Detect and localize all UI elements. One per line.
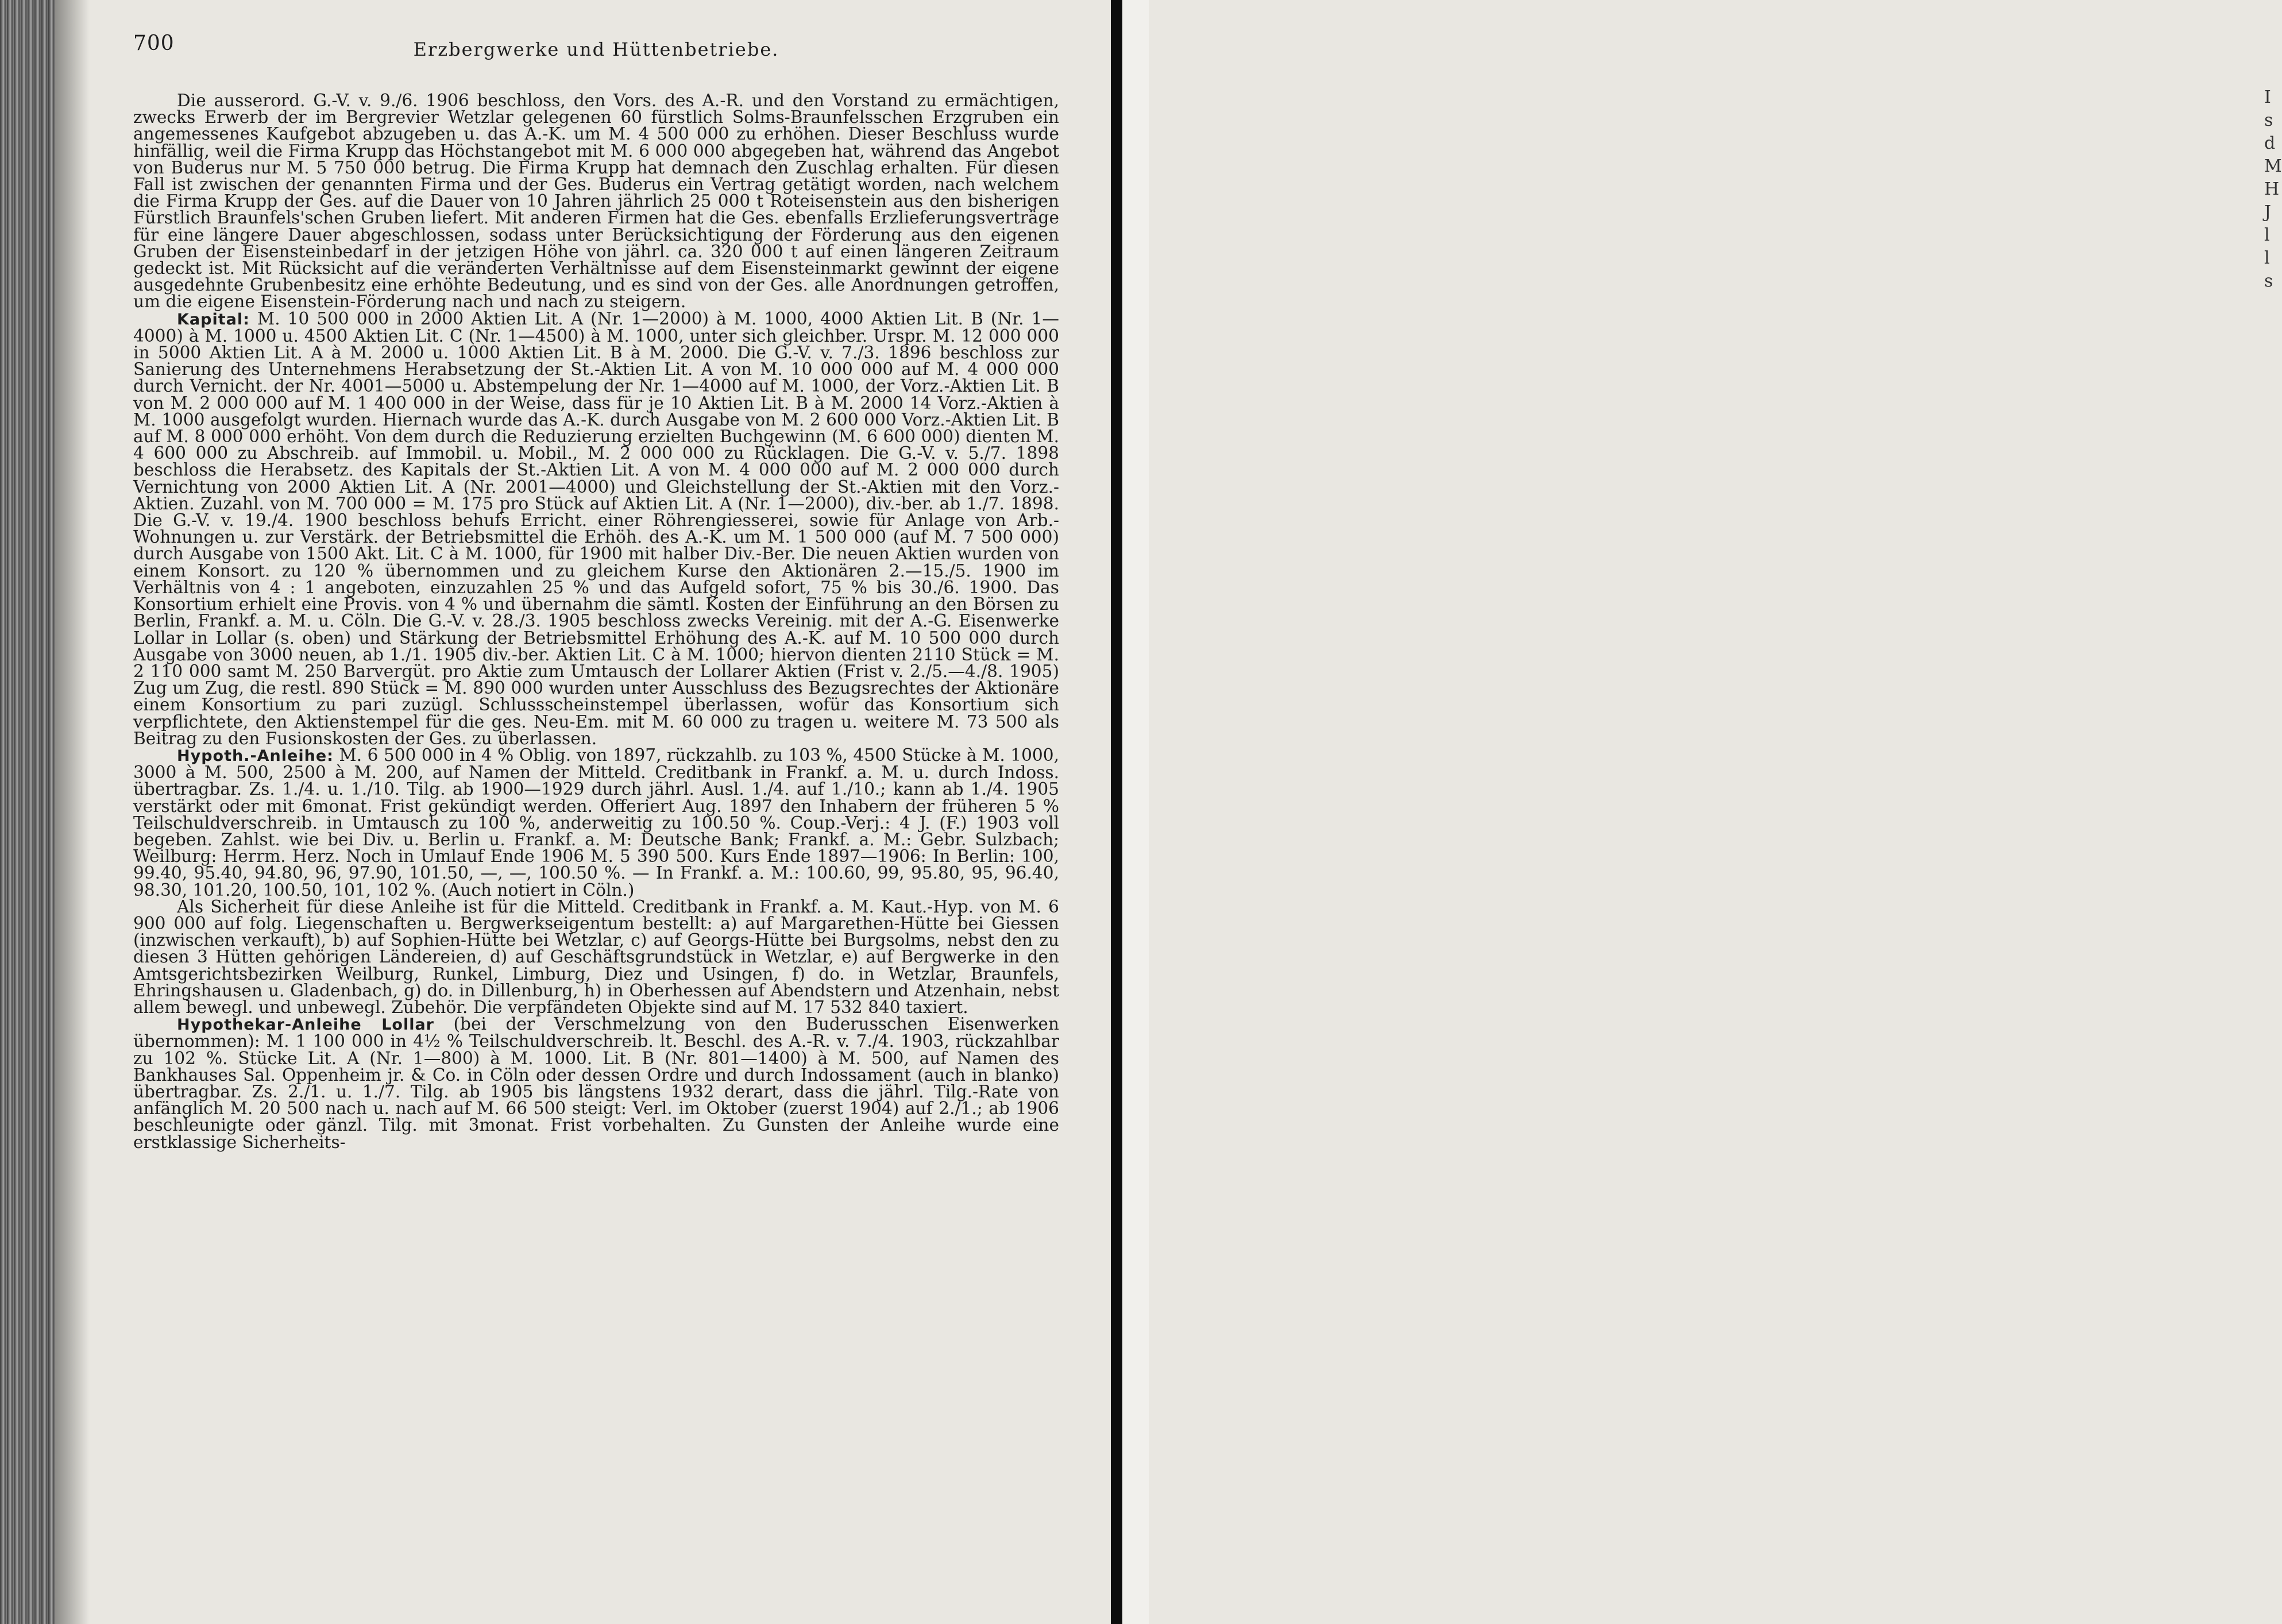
section-lead-anleihe-lollar: Hypothekar-Anleihe Lollar [177, 1016, 434, 1034]
paragraph-text: Als Sicherheit für diese Anleihe ist für die Mitteld. Creditbank in Frankf. a. M. Kaut.-Hyp. von M. 6 900 000 auf folg. Liegenschaften u. Bergwerkseigentum bestellt: a) auf Margarethen-Hütte bei Giessen (inzwischen verkauft), b) auf Sophien-Hütte bei Wetzlar, c) auf Georgs-Hütte bei Burgsolms, nebst den zu diesen 3 Hütten gehörigen Ländereien, d) auf Geschäftsgrundstück in Wetzlar, e) auf Bergwerke in den Amtsgerichtsbezirken Weilburg, Runkel, Limburg, Diez und Usingen, f) do. in Wetzlar, Braunfels, Ehringshausen u. Gladenbach, g) do. in Dillenburg, h) in Oberhessen auf Abendstern und Atzenhain, nebst allem bewegl. und unbewegl. Zubehör. Die verpfändeten Objekte sind auf M. 17 532 840 taxiert. [133, 896, 1059, 1017]
paragraph-ore-purchase [133, 92, 1059, 311]
page-edge-bar [1111, 0, 1122, 1624]
page-header [133, 32, 1059, 72]
paragraph-text: M. 10 500 000 in 2000 Aktien Lit. A (Nr. 1—2000) à M. 1000, 4000 Aktien Lit. B (Nr. 1—4000) à M. 1000 u. 4500 Aktien Lit. C (Nr. 1—4500) à M. 1000, unter sich gleichber. Urspr. M. 12 000 000 in 5000 Aktien Lit. A à M. 2000 u. 1000 Aktien Lit. B à M. 2000. Die G.-V. v. 7./3. 1896 beschloss zur Sanierung des Unternehmens Herabsetzung der St.-Aktien Lit. A von M. 10 000 000 auf M. 4 000 000 durch Vernicht. der Nr. 4001—5000 u. Abstempelung der Nr. 1—4000 auf M. 1000, der Vorz.-Aktien Lit. B von M. 2 000 000 auf M. 1 400 000 in der Weise, dass für je 10 Aktien Lit. B à M. 2000 14 Vorz.-Aktien à M. 1000 ausgefolgt wurden. Hiernach wurde das A.-K. durch Ausgabe von M. 2 600 000 Vorz.-Aktien Lit. B auf M. 8 000 000 erhöht. Von dem durch die Reduzierung erzielten Buchgewinn (M. 6 600 000) dienten M. 4 600 000 zu Abschreib. auf Immobil. u. Mobil., M. 2 000 000 zu Rücklagen. Die G.-V. v. 5./7. 1898 beschloss die Herabsetz. des Kapitals der St.-Aktien Lit. A von M. 4 000 000 auf M. 2 000 000 durch Vernichtung von 2000 Aktien Lit. A (Nr. 2001—4000) und Gleichstellung der St.-Aktien mit den Vorz.-Aktien. Zuzahl. von M. 700 000 = M. 175 pro Stück auf Aktien Lit. A (Nr. 1—2000), div.-ber. ab 1./7. 1898. Die G.-V. v. 19./4. 1900 beschloss behufs Erricht. einer Röhrengiesserei, sowie für Anlage von Arb.-Wohnungen u. zur Verstärk. der Betriebsmittel die Erhöh. des A.-K. um M. 1 500 000 (auf M. 7 500 000) durch Ausgabe von 1500 Akt. Lit. C à M. 1000, für 1900 mit halber Div.-Ber. Die neuen Aktien wurden von einem Konsort. zu 120 % übernommen und zu gleichem Kurse den Aktionären 2.—15./5. 1900 im Verhältnis von 4 : 1 angeboten, einzuzahlen 25 % und das Aufgeld sofort, 75 % bis 30./6. 1900. Das Konsortium erhielt eine Provis. von 4 % und übernahm die sämtl. Kosten der Einführung an den Börsen zu Berlin, Frankf. a. M. u. Cöln. Die G.-V. v. 28./3. 1905 beschloss zwecks Vereinig. mit der A.-G. Eisenwerke Lollar in Lollar (s. oben) und Stärkung der Betriebsmittel Erhöhung des A.-K. auf M. 10 500 000 durch Ausgabe von 3000 neuen, ab 1./1. 1905 div.-ber. Aktien Lit. C à M. 1000; hiervon dienten 2110 Stück = M. 2 110 000 samt M. 250 Barvergüt. pro Aktie zum Umtausch der Lollarer Aktien (Frist v. 2./5.—4./8. 1905) Zug um Zug, die restl. 890 Stück = M. 890 000 wurden unter Ausschluss des Bezugsrechtes der Aktionäre einem Konsortium zu pari zuzügl. Schlussscheinstempel überlassen, wofür das Konsortium sich verpflichtete, den Aktienstempel für die ges. Neu-Em. mit M. 60 000 zu tragen u. weitere M. 73 500 als Beitrag zu den Fusionskosten der Ges. zu überlassen. [133, 308, 1059, 748]
paragraph-text: Die ausserord. G.-V. v. 9./6. 1906 beschloss, den Vors. des A.-R. und den Vorstand zu ermächtigen, zwecks Erwerb der im Bergrevier Wetzlar gelegenen 60 fürstlich Solms-Braunfelsschen Erzgruben ein angemessenes Kaufgebot abzugeben u. das A.-K. um M. 4 500 000 zu erhöhen. Dieser Beschluss wurde hinfällig, weil die Firma Krupp das Höchstangebot mit M. 6 000 000 abgegeben hat, während das Angebot von Buderus nur M. 5 750 000 betrug. Die Firma Krupp hat demnach den Zuschlag erhalten. Für diesen Fall ist zwischen der genannten Firma und der Ges. Buderus ein Vertrag getätigt worden, nach welchem die Firma Krupp der Ges. auf die Dauer von 10 Jahren jährlich 25 000 t Roteisenstein aus den bisherigen Fürstlich Braunfels'schen Gruben liefert. Mit anderen Firmen hat die Ges. ebenfalls Erzlieferungsverträge für eine längere Dauer abgeschlossen, sodass unter Berücksichtigung der Förderung aus den eigenen Gruben der Eisensteinbedarf in der jetzigen Höhe von jährl. ca. 320 000 t auf einen längeren Zeitraum gedeckt ist. Mit Rücksicht auf die veränderten Verhältnisse auf dem Eisensteinmarkt gewinnt der eigene ausgedehnte Grubenbesitz eine erhöhte Bedeutung, und es sind von der Ges. alle Anordnungen getroffen, um die eigene Eisenstein-Förderung nach und nach zu steigern. [133, 91, 1059, 312]
paragraph-anleihe-lollar [133, 1016, 1059, 1151]
gutter-shadow [55, 0, 90, 1624]
section-lead-kapital: Kapital: [177, 310, 250, 328]
paragraph-text: (bei der Verschmelzung von den Buderusschen Eisenwerken übernommen): M. 1 100 000 in 4½ % Teilschuldverschreib. lt. Beschl. des A.-R. v. 7./4. 1903, rückzahlbar zu 102 %. Stücke Lit. A (Nr. 1—800) à M. 1000. Lit. B (Nr. 801—1400) à M. 500, auf Namen des Bankhauses Sal. Oppenheim jr. & Co. in Cöln oder dessen Ordre und durch Indossament (auch in blanko) übertragbar. Zs. 2./1. u. 1./7. Tilg. ab 1905 bis längstens 1932 derart, dass die jährl. Tilg.-Rate von anfänglich M. 20 500 nach u. nach auf M. 66 500 steigt: Verl. im Oktober (zuerst 1904) auf 2./1.; ab 1906 beschleunigte oder gänzl. Tilg. mit 3monat. Frist vorbehalten. Zu Gunsten der Anleihe wurde eine erstklassige Sicherheits- [133, 1014, 1059, 1152]
paragraph-kapital [133, 308, 1059, 748]
facing-page-glyphs: I s d M H J l l s [2264, 87, 2282, 291]
body-text [133, 92, 1059, 1151]
book-binding-shadow [0, 0, 55, 1624]
page-number: 700 [133, 32, 175, 55]
document-page [133, 32, 1059, 1151]
paragraph-hypoth-anleihe [133, 747, 1059, 899]
running-title: Erzbergwerke und Hüttenbetriebe. [413, 38, 779, 60]
paragraph-text: M. 6 500 000 in 4 % Oblig. von 1897, rückzahlb. zu 103 %, 4500 Stücke à M. 1000, 3000 à M. 500, 2500 à M. 200, auf Namen der Mitteld. Creditbank in Frankf. a. M. u. durch Indoss. übertragbar. Zs. 1./4. u. 1./10. Tilg. ab 1900—1929 durch jährl. Ausl. 1./4. auf 1./10.; kann ab 1./4. 1905 verstärkt oder mit 6monat. Frist gekündigt werden. Offeriert Aug. 1897 den Inhabern der früheren 5 % Teilschuldverschreib. in Umtausch zu 100 %, anderweitig zu 100.50 %. Coup.-Verj.: 4 J. (F.) 1903 voll begeben. Zahlst. wie bei Div. u. Berlin u. Frankf. a. M: Deutsche Bank; Frankf. a. M.: Gebr. Sulzbach; Weilburg: Herrm. Herz. Noch in Umlauf Ende 1906 M. 5 390 500. Kurs Ende 1897—1906: In Berlin: 100, 99.40, 95.40, 94.80, 96, 97.90, 101.50, —, —, 100.50 %. — In Frankf. a. M.: 100.60, 99, 95.80, 95, 96.40, 98.30, 101.20, 100.50, 101, 102 %. (Auch notiert in Cöln.) [133, 745, 1059, 900]
section-lead-hypoth-anleihe: Hypoth.-Anleihe: [177, 747, 334, 765]
paragraph-sicherheit [133, 896, 1059, 1017]
facing-page-strip [1122, 0, 2282, 1624]
